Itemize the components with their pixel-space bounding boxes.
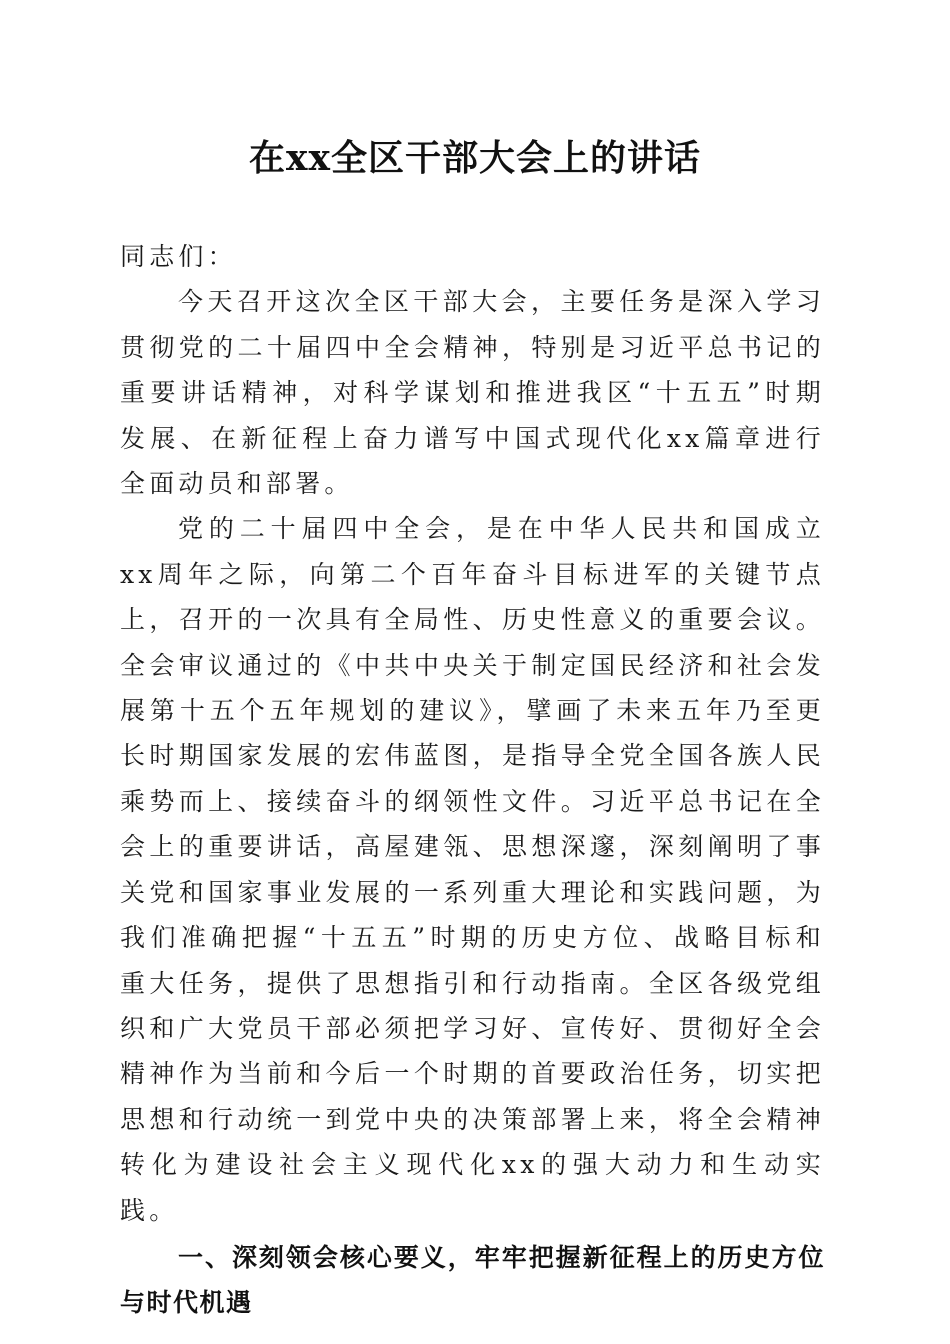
document-title: 在xx全区干部大会上的讲话 xyxy=(249,137,701,179)
paragraph-plenum: 党的二十届四中全会，是在中华人民共和国成立xx周年之际，向第二个百年奋斗目标进军的关键节点上，召开的一次具有全局性、历史性意义的重要会议。全会审议通过的《中共中央关于制定国民经济和社会发展第十五个五年规划的建议》，擘画了未来五年乃至更长时期国家发展的宏伟蓝图，是指导全党全国各族人民乘势而上、接续奋斗的纲领性文件。习近平总书记在全会上的重要讲话，高屋建瓴、思想深邃，深刻阐明了事关党和国家事业发展的一系列重大理论和实践问题，为我们准确把握“十五五”时期的历史方位、战略目标和重大任务，提供了思想指引和行动指南。全区各级党组织和广大党员干部必须把学习好、宣传好、贯彻好全会精神作为当前和今后一个时期的首要政治任务，切实把思想和行动统一到党中央的决策部署上来，将全会精神转化为建设社会主义现代化xx的强大动力和生动实践。 xyxy=(120,514,825,1225)
paragraph-intro: 今天召开这次全区干部大会，主要任务是深入学习贯彻党的二十届四中全会精神，特别是习近平总书记的重要讲话精神，对科学谋划和推进我区“十五五”时期发展、在新征程上奋力谱写中国式现代化xx篇章进行全面动员和部署。 xyxy=(120,287,825,499)
section-heading: 一、深刻领会核心要义，牢牢把握新征程上的历史方位与时代机遇 xyxy=(120,1242,825,1318)
salutation: 同志们： xyxy=(120,242,237,271)
document-body xyxy=(120,234,825,1326)
